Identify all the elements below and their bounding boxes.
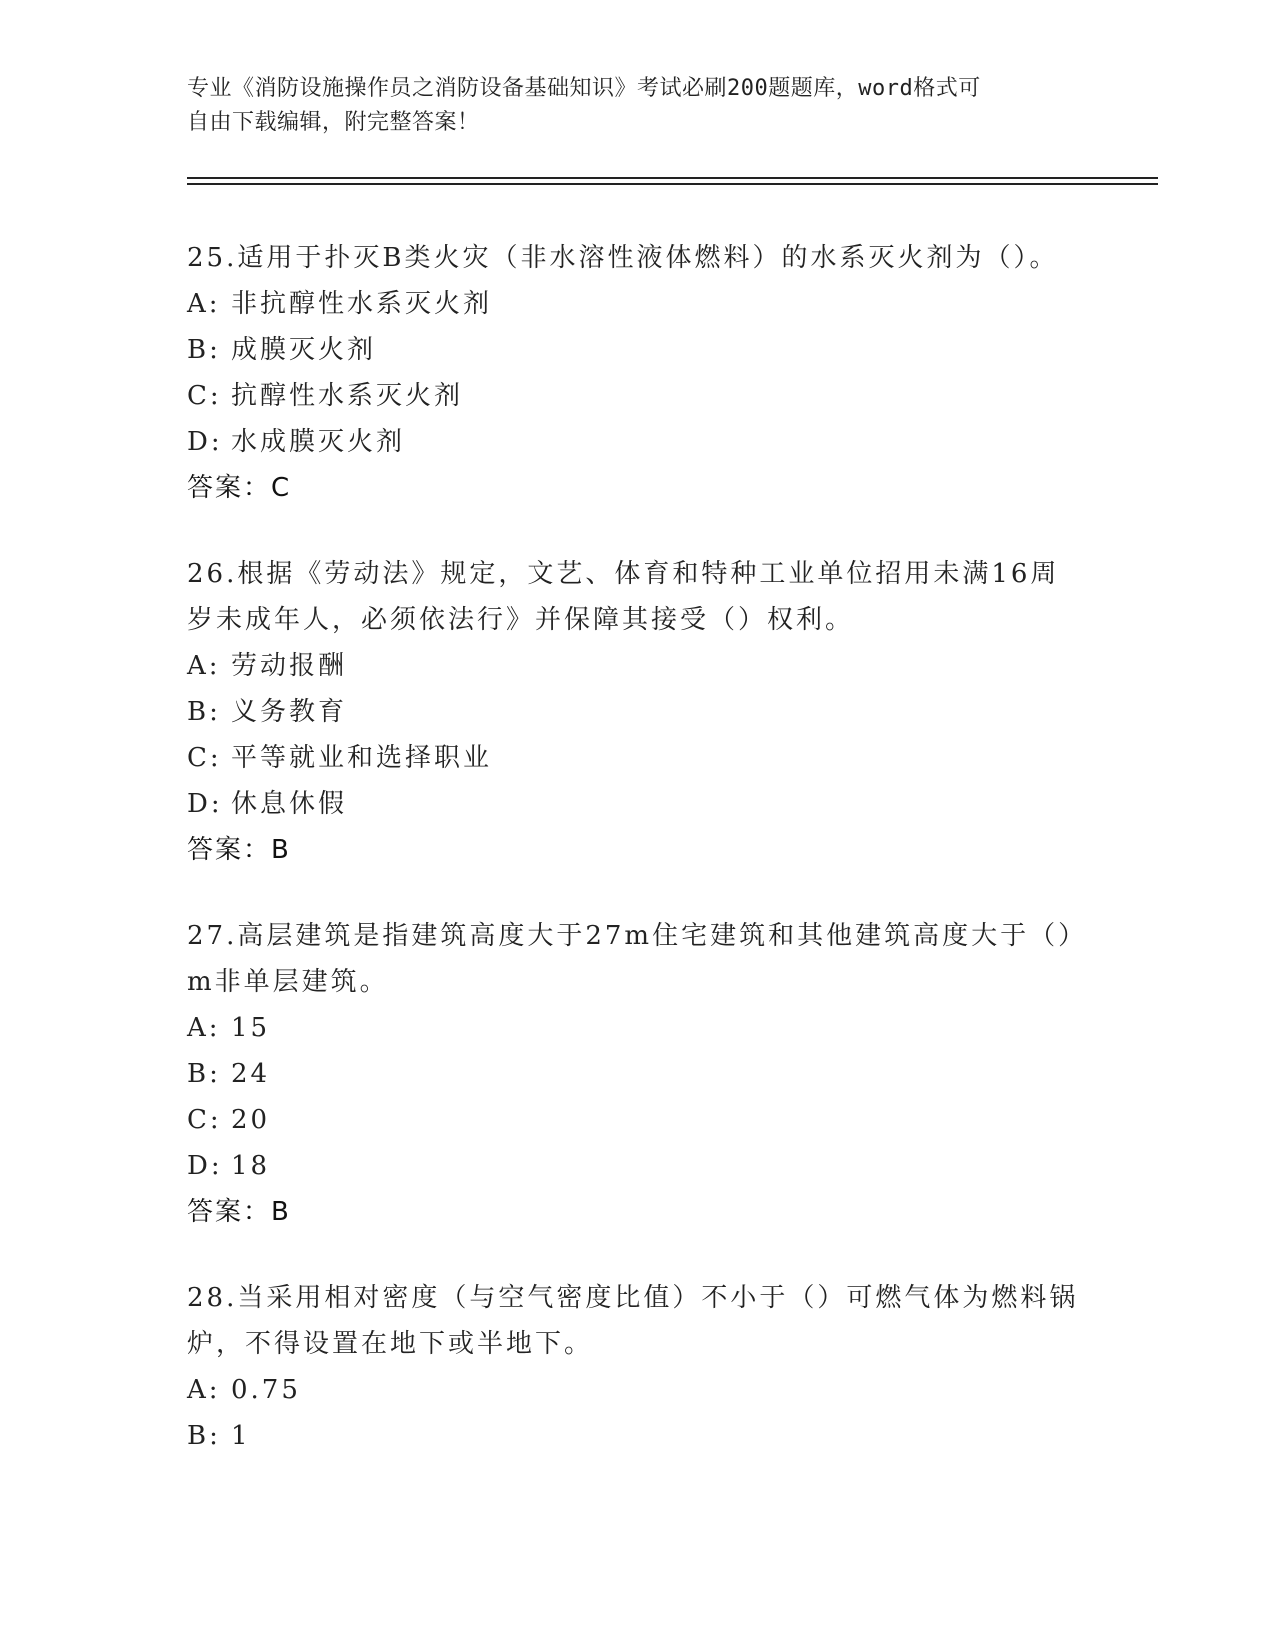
option-key: B: xyxy=(187,335,221,365)
option-text: 水成膜灭火剂 xyxy=(231,427,406,457)
option-c xyxy=(187,373,1087,419)
option-key: B: xyxy=(187,697,221,727)
option-d xyxy=(187,1143,1087,1189)
option-key: A: xyxy=(187,1375,221,1405)
option-text: 24 xyxy=(231,1059,271,1089)
option-text: 15 xyxy=(231,1013,271,1043)
option-d xyxy=(187,781,1087,827)
question-list xyxy=(187,235,1087,1499)
option-key: A: xyxy=(187,651,221,681)
option-text: 劳动报酬 xyxy=(231,651,348,681)
option-text: 抗醇性水系灭火剂 xyxy=(231,381,464,411)
option-key: C: xyxy=(187,1105,222,1135)
option-a xyxy=(187,1005,1087,1051)
question-25 xyxy=(187,235,1087,511)
question-stem: 27.高层建筑是指建筑高度大于27m住宅建筑和其他建筑高度大于（）m非单层建筑。 xyxy=(187,921,1075,997)
option-a xyxy=(187,643,1087,689)
option-key: C: xyxy=(187,381,222,411)
option-a xyxy=(187,281,1087,327)
document-header xyxy=(187,72,1067,140)
question-28 xyxy=(187,1275,1087,1459)
option-c xyxy=(187,1097,1087,1143)
option-b xyxy=(187,1051,1087,1097)
option-text: 休息休假 xyxy=(231,789,348,819)
header-title-line-1: 专业《消防设施操作员之消防设备基础知识》考试必刷200题题库，word格式可 xyxy=(187,76,981,101)
option-text: 0.75 xyxy=(231,1375,301,1405)
question-stem: 28.当采用相对密度（与空气密度比值）不小于（）可燃气体为燃料锅炉，不得设置在地下或半地下。 xyxy=(187,1283,1079,1359)
option-key: D: xyxy=(187,427,223,457)
option-key: C: xyxy=(187,743,222,773)
option-d xyxy=(187,419,1087,465)
question-stem: 25.适用于扑灭B类火灾（非水溶性液体燃料）的水系灭火剂为（）。 xyxy=(187,243,1059,273)
option-key: A: xyxy=(187,1013,221,1043)
header-title-line-2: 自由下载编辑，附完整答案！ xyxy=(187,110,480,135)
option-b xyxy=(187,1413,1087,1459)
option-key: D: xyxy=(187,1151,223,1181)
option-text: 平等就业和选择职业 xyxy=(231,743,493,773)
option-text: 18 xyxy=(231,1151,271,1181)
question-26 xyxy=(187,551,1087,873)
header-divider-bottom xyxy=(187,183,1158,185)
option-text: 义务教育 xyxy=(231,697,348,727)
option-key: B: xyxy=(187,1421,221,1451)
header-divider-top xyxy=(187,177,1158,179)
question-stem: 26.根据《劳动法》规定，文艺、体育和特种工业单位招用未满16周岁未成年人，必须依法行》并保障其接受（）权利。 xyxy=(187,559,1060,635)
option-text: 非抗醇性水系灭火剂 xyxy=(231,289,493,319)
answer-line: 答案：B xyxy=(187,835,291,865)
option-key: D: xyxy=(187,789,223,819)
answer-line: 答案：B xyxy=(187,1197,291,1227)
question-27 xyxy=(187,913,1087,1235)
option-key: A: xyxy=(187,289,221,319)
option-a xyxy=(187,1367,1087,1413)
option-b xyxy=(187,327,1087,373)
option-text: 成膜灭火剂 xyxy=(231,335,377,365)
option-text: 20 xyxy=(231,1105,271,1135)
option-c xyxy=(187,735,1087,781)
option-key: B: xyxy=(187,1059,221,1089)
option-b xyxy=(187,689,1087,735)
option-text: 1 xyxy=(231,1421,251,1451)
answer-line: 答案：C xyxy=(187,473,292,503)
